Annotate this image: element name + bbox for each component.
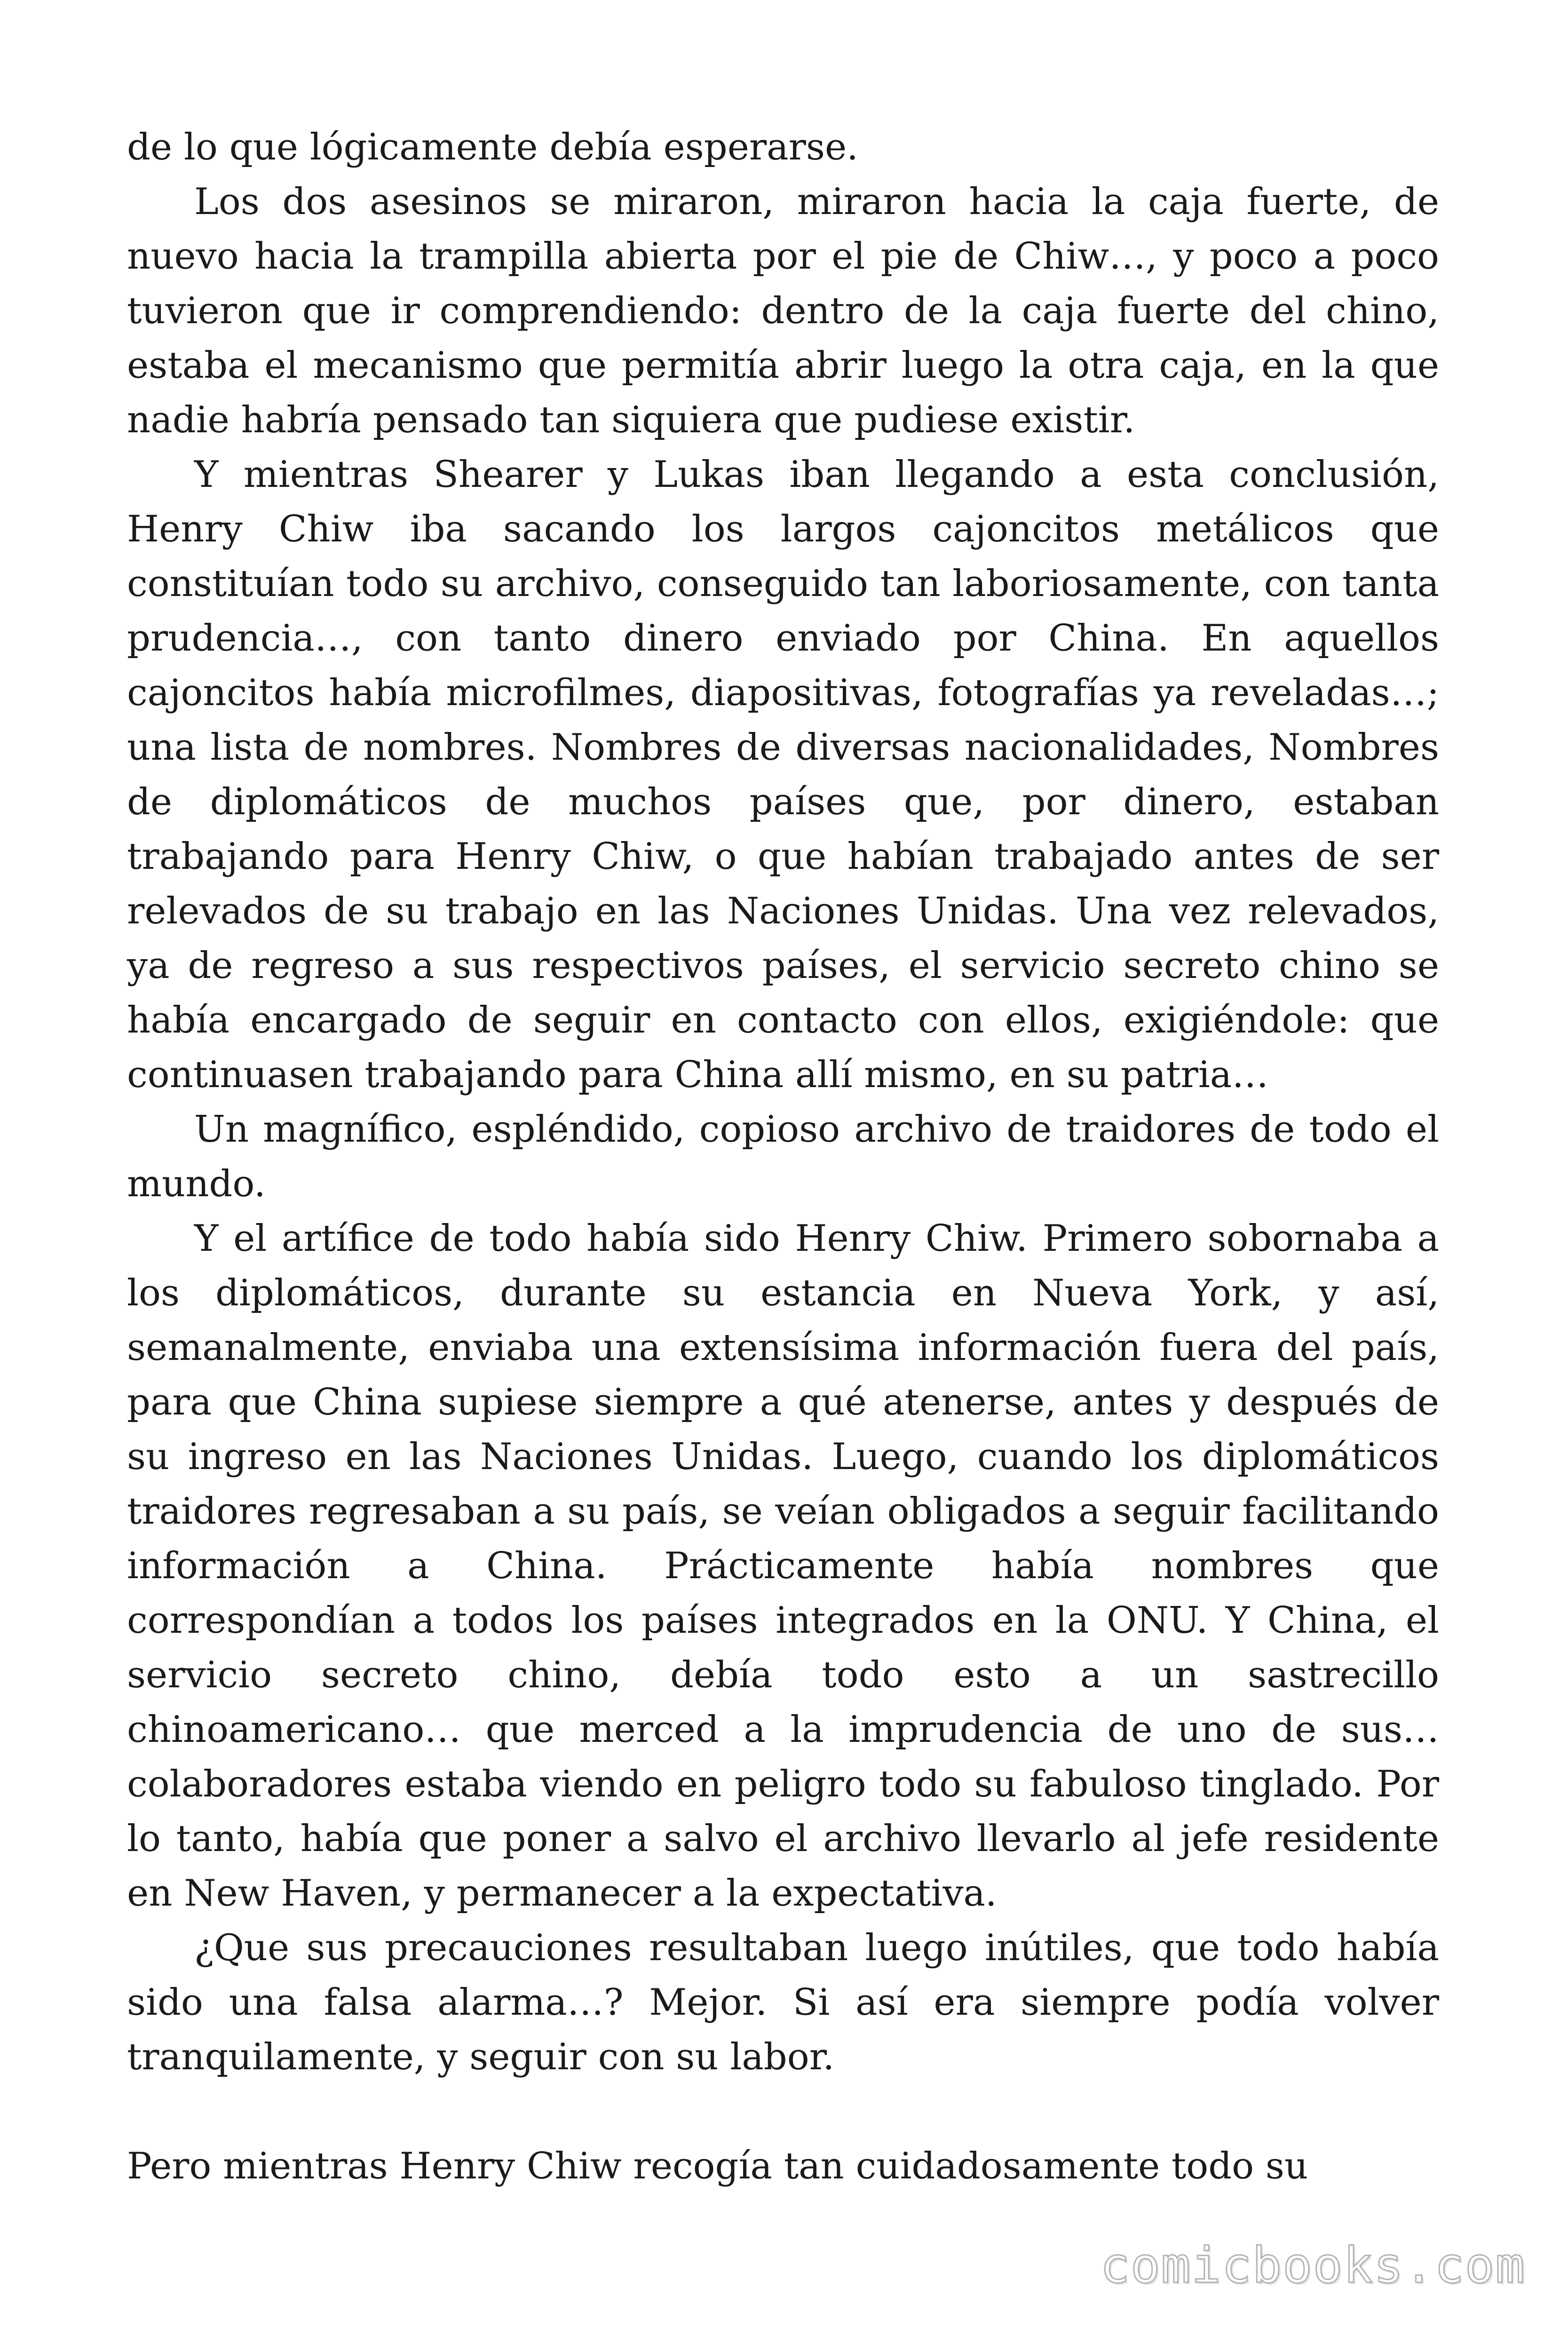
paragraph: Los dos asesinos se miraron, miraron hacia la caja fuerte, de nuevo hacia la trampilla abierta por el pie de Chiw…, y poco a poco tuvieron que ir comprendiendo: dentro de la caja fuerte del chino, estaba el mecanismo que permitía abrir luego la otra caja, en la que nadie habría pensado tan siquiera que pudiese existir. [127, 181, 1439, 441]
paragraph-continuation: de lo que lógicamente debía esperarse. [127, 126, 858, 168]
book-page-text [127, 120, 1439, 2193]
paragraph: ¿Que sus precauciones resultaban luego inútiles, que todo había sido una falsa alarma…? Mejor. Si así era siempre podía volver tranquilamente, y seguir con su labor. [127, 1927, 1439, 2078]
paragraph: Y el artífice de todo había sido Henry Chiw. Primero sobornaba a los diplomáticos, durante su estancia en Nueva York, y así, semanalmente, enviaba una extensísima información fuera del país, para que China supiese siempre a qué atenerse, antes y después de su ingreso en las Naciones Unidas. Luego, cuando los diplomáticos traidores regresaban a su país, se veían obligados a seguir facilitando información a China. Prácticamente había nombres que correspondían a todos los países integrados en la ONU. Y China, el servicio secreto chino, debía todo esto a un sastrecillo chinoamericano… que merced a la imprudencia de uno de sus… colaboradores estaba viendo en peligro todo su fabuloso tinglado. Por lo tanto, había que poner a salvo el archivo llevarlo al jefe residente en New Haven, y permanecer a la expectativa. [127, 1217, 1439, 1915]
paragraph: Un magnífico, espléndido, copioso archivo de traidores de todo el mundo. [127, 1108, 1439, 1205]
paragraph-new-section: Pero mientras Henry Chiw recogía tan cuidadosamente todo su [127, 2145, 1308, 2187]
watermark-logo: comicbooks.com [1100, 2237, 1526, 2294]
paragraph: Y mientras Shearer y Lukas iban llegando a esta conclusión, Henry Chiw iba sacando los largos cajoncitos metálicos que constituían todo su archivo, conseguido tan laboriosamente, con tanta prudencia…, con tanto dinero enviado por China. En aquellos cajoncitos había microfilmes, diapositivas, fotografías ya reveladas…; una lista de nombres. Nombres de diversas nacionalidades, Nombres de diplomáticos de muchos países que, por dinero, estaban trabajando para Henry Chiw, o que habían trabajado antes de ser relevados de su trabajo en las Naciones Unidas. Una vez relevados, ya de regreso a sus respectivos países, el servicio secreto chino se había encargado de seguir en contacto con ellos, exigiéndole: que continuasen trabajando para China allí mismo, en su patria… [127, 453, 1439, 1096]
